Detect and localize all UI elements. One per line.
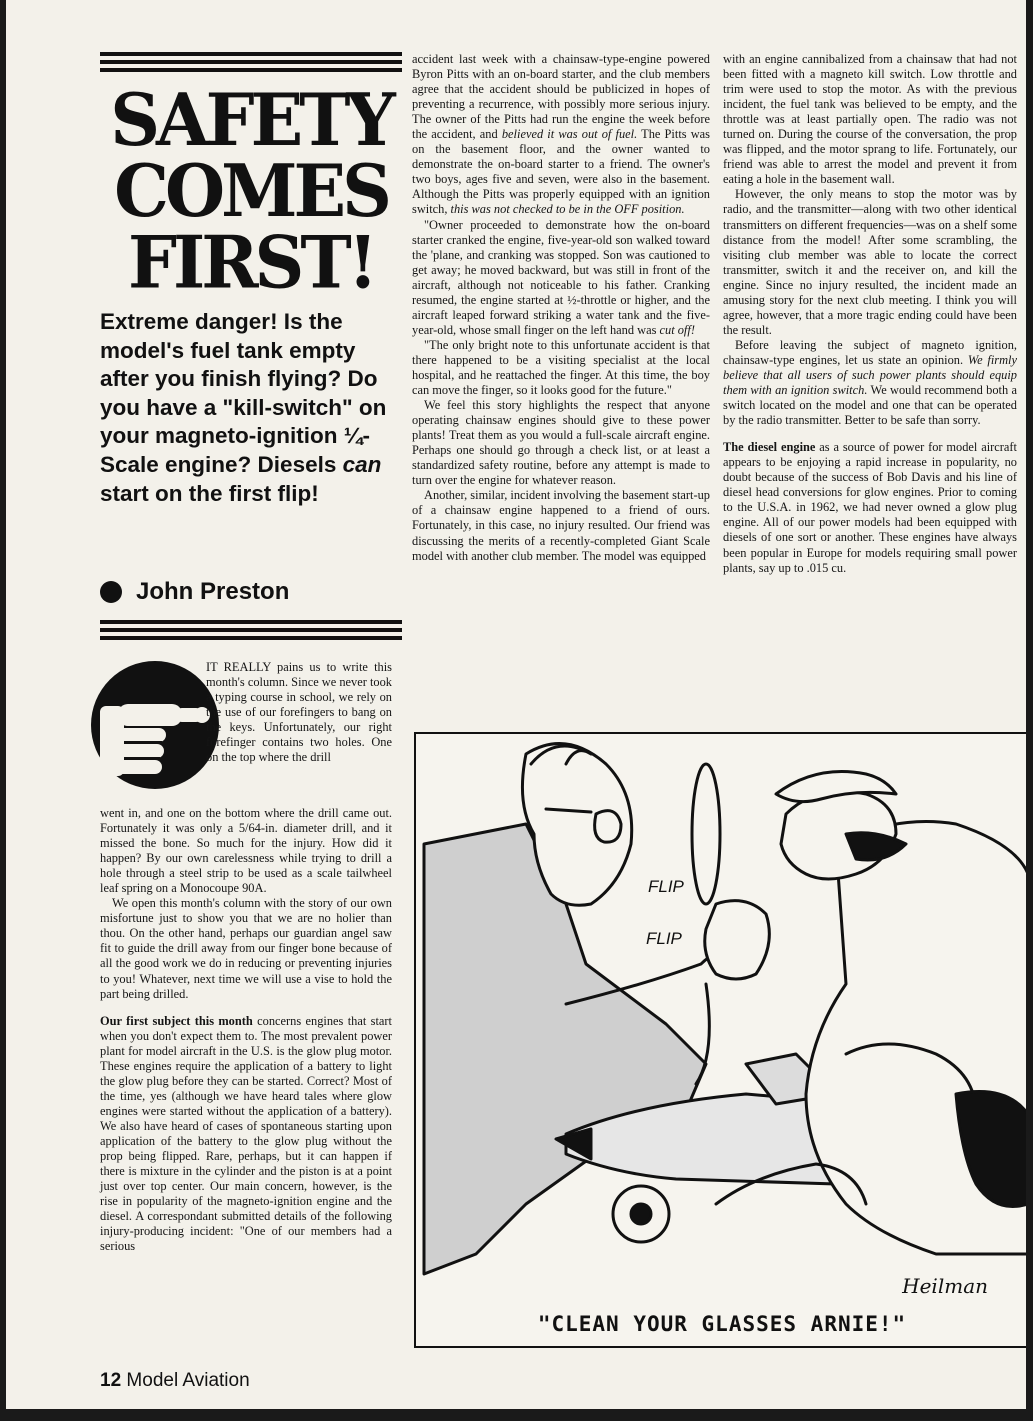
column-1 — [100, 806, 392, 1254]
paragraph: Another, similar, incident involving the basement start-up of a chainsaw engine happened to a friend of ours. Fortunately, in this case, no injury resulted. Our friend was discussing the merits of a recently-completed Giant Scale model with another club member. The model was equipped — [412, 488, 710, 563]
cartoon-drawing — [416, 734, 1026, 1294]
headline-line: COMES — [114, 148, 388, 234]
page-number: 12 — [100, 1370, 122, 1391]
bottom-rules — [100, 620, 402, 644]
paragraph — [723, 338, 1017, 428]
paragraph-text: Before leaving the subject of magneto ignition, chainsaw-type engines, let us state an opinion. — [723, 337, 1017, 367]
top-rules — [100, 52, 402, 76]
paragraph — [412, 52, 710, 218]
page-folio — [100, 1370, 250, 1392]
paragraph — [100, 1014, 392, 1255]
paragraph: We open this month's column with the story of our own misfortune just to show you that we are no holier than thou. On the other hand, perhaps our guardian angel saw fit to guide the drill away from our finger bone because of all the good work we do in reducing or preventing injuries to you! Whatever, next time we will use a vise to hold the part being drilled. — [100, 896, 392, 1001]
cartoon-caption: "CLEAN YOUR GLASSES ARNIE!" — [537, 1312, 907, 1336]
byline — [100, 578, 400, 606]
column-3 — [723, 52, 1017, 576]
paragraph-text: "Owner proceeded to demonstrate how the on-board starter cranked the engine, five-year-old son walked toward the 'plane, and cranking was stopped. Son was cautioned to get away; he moved backward, but was still in front of the aircraft, although not noticeable to his father. Cranking resumed, the engine started at ½-throttle or higher, and the aircraft leaped forward striking a water tank and the five-year-old, whose small finger on the left hand was — [412, 217, 710, 337]
headline — [100, 77, 402, 306]
paragraph-text: The Pitts was on the basement floor, and the owner wanted to demonstrate the on-board starter to a friend. The owner's two boys, ages five and seven, were also in the basement. Although the Pitts was properly equipped with an ignition switch, — [412, 127, 710, 217]
emphasis: We firmly believe that all users of such power plants should equip them with an ignition switch. — [723, 352, 1017, 398]
subhead-run-in: Our first subject this month — [100, 1013, 253, 1028]
emphasis: believed it was out of fuel. — [501, 127, 638, 142]
subhead-run-in: The diesel engine — [723, 440, 816, 455]
sfx-flip: FLIP — [648, 877, 684, 896]
magazine-name: Model Aviation — [126, 1370, 250, 1391]
headline-line: FIRST! — [127, 220, 375, 306]
deck-text: Extreme danger! Is the model's fuel tank empty after you finish flying? Do you have a "kill-switch" on your magneto-ignition ¼-Scale engine? Diesels — [100, 309, 387, 477]
pointing-hand-icon — [90, 660, 220, 790]
column-2 — [412, 52, 710, 564]
bullet-icon — [100, 581, 122, 603]
intro-text: IT REALLY pains us to write this month's column. Since we never took a typing course in school, we rely on the use of our forefingers to bang on the keys. Unfortunately, our right forefinger contains two holes. One on the top where the drill — [206, 660, 392, 765]
sfx-flip: FLIP — [646, 929, 682, 948]
paragraph-text: We would recommend both a switch located on the model and one that can be operated by the radio transmitter. Better to be safe than sorry. — [723, 383, 1017, 428]
paragraph-text: as a source of power for model aircraft appears to be enjoying a rapid increase in popularity, no doubt because of the success of Bob Davis and his line of diesel head conversions for glow engines. Prior to coming to the U.S.A. in 1962, we had never owned a glow plug engine. All of our power models had been equipped with diesels of one sort or another. These engines have always been popular in Europe for models requiring small power plants, say up to .015 cu. — [723, 440, 1017, 575]
headline-line: SAFETY — [110, 77, 392, 163]
deck-subheading — [100, 308, 400, 508]
paragraph: with an engine cannibalized from a chainsaw that had not been fitted with a magneto kill switch. Low throttle and trim were used to stop the motor. As with the previous incident, the fuel tank was believed to be empty, and the throttle was at least partially open. The radio was not turned on. During the course of the conversation, the prop was flipped, and the motor sprang to life. Fortunately, our friend was able to arrest the model and prevent it from eating a hole in the basement wall. — [723, 52, 1017, 187]
author-name: John Preston — [136, 578, 290, 605]
paragraph: However, the only means to stop the motor was by radio, and the transmitter—along with two other identical transmitters on different frequencies—was on a shelf some distance from the model! After some scrambling, the visiting club member was able to locate the correct transmitter, switch it and the receiver on, and kill the engine. Since no injury resulted, the incident made an amusing story for the next club meeting. I think you will agree, however, that a more tragic ending could have been the result. — [723, 187, 1017, 337]
paragraph — [723, 440, 1017, 575]
paragraph: We feel this story highlights the respect that anyone operating chainsaw engines should give to these power plants! Treat them as you would a full-scale aircraft engine. Perhaps one should go through a check list, or at least a standardized safety routine, before any attempt is made to turn over the engine for whatever reason. — [412, 398, 710, 488]
cartoon-illustration — [414, 732, 1026, 1348]
paragraph: "The only bright note to this unfortunate accident is that there happened to be a visiting specialist at the local hospital, and he reattached the finger. At this time, the boy can move the finger, so it looks good for the future." — [412, 337, 710, 398]
paragraph-text: accident last week with a chainsaw-type-engine powered Byron Pitts with an on-board starter, and the club members agree that the accident should be publicized in hopes of preventing a recurrence, with possibly more serious injury. The owner of the Pitts had run the engine the week before the accident, and — [412, 52, 710, 142]
paragraph: went in, and one on the bottom where the drill came out. Fortunately it was only a 5/64-in. diameter drill, and it missed the bone. So much for the injury. How did it happen? By our own carelessness while trying to drill a hole through a steel strip to be used as a scale tailwheel leaf spring on a Monocoupe 90A. — [100, 806, 392, 896]
emphasis: cut off! — [659, 322, 695, 337]
emphasis: this was not checked to be in the OFF position. — [450, 202, 685, 217]
deck-text: start on the first flip! — [100, 480, 319, 506]
deck-emphasis: can — [342, 451, 382, 477]
magazine-page — [6, 0, 1026, 1409]
paragraph-text: concerns engines that start when you don't expect them to. The most prevalent power plant for model aircraft in the U.S. is the glow plug motor. These engines require the application of a battery to light the glow plug before they can be started. Correct? Most of the time, yes (although we have heard tales where glow engines were started without the application of a battery). We also have heard of cases of spontaneous starting upon application of the battery to the glow plug without the prop being flipped. Rare, perhaps, but it can happen if there is mixture in the cylinder and the piston is at a point just over top center. Our main concern, however, is the rise in popularity of the magneto-ignition engine and the diesel. A correspondant submitted details of the following injury-producing incident: "One of our members had a serious — [100, 1013, 392, 1254]
paragraph — [412, 218, 710, 338]
artist-signature: Heilman — [902, 1274, 988, 1298]
